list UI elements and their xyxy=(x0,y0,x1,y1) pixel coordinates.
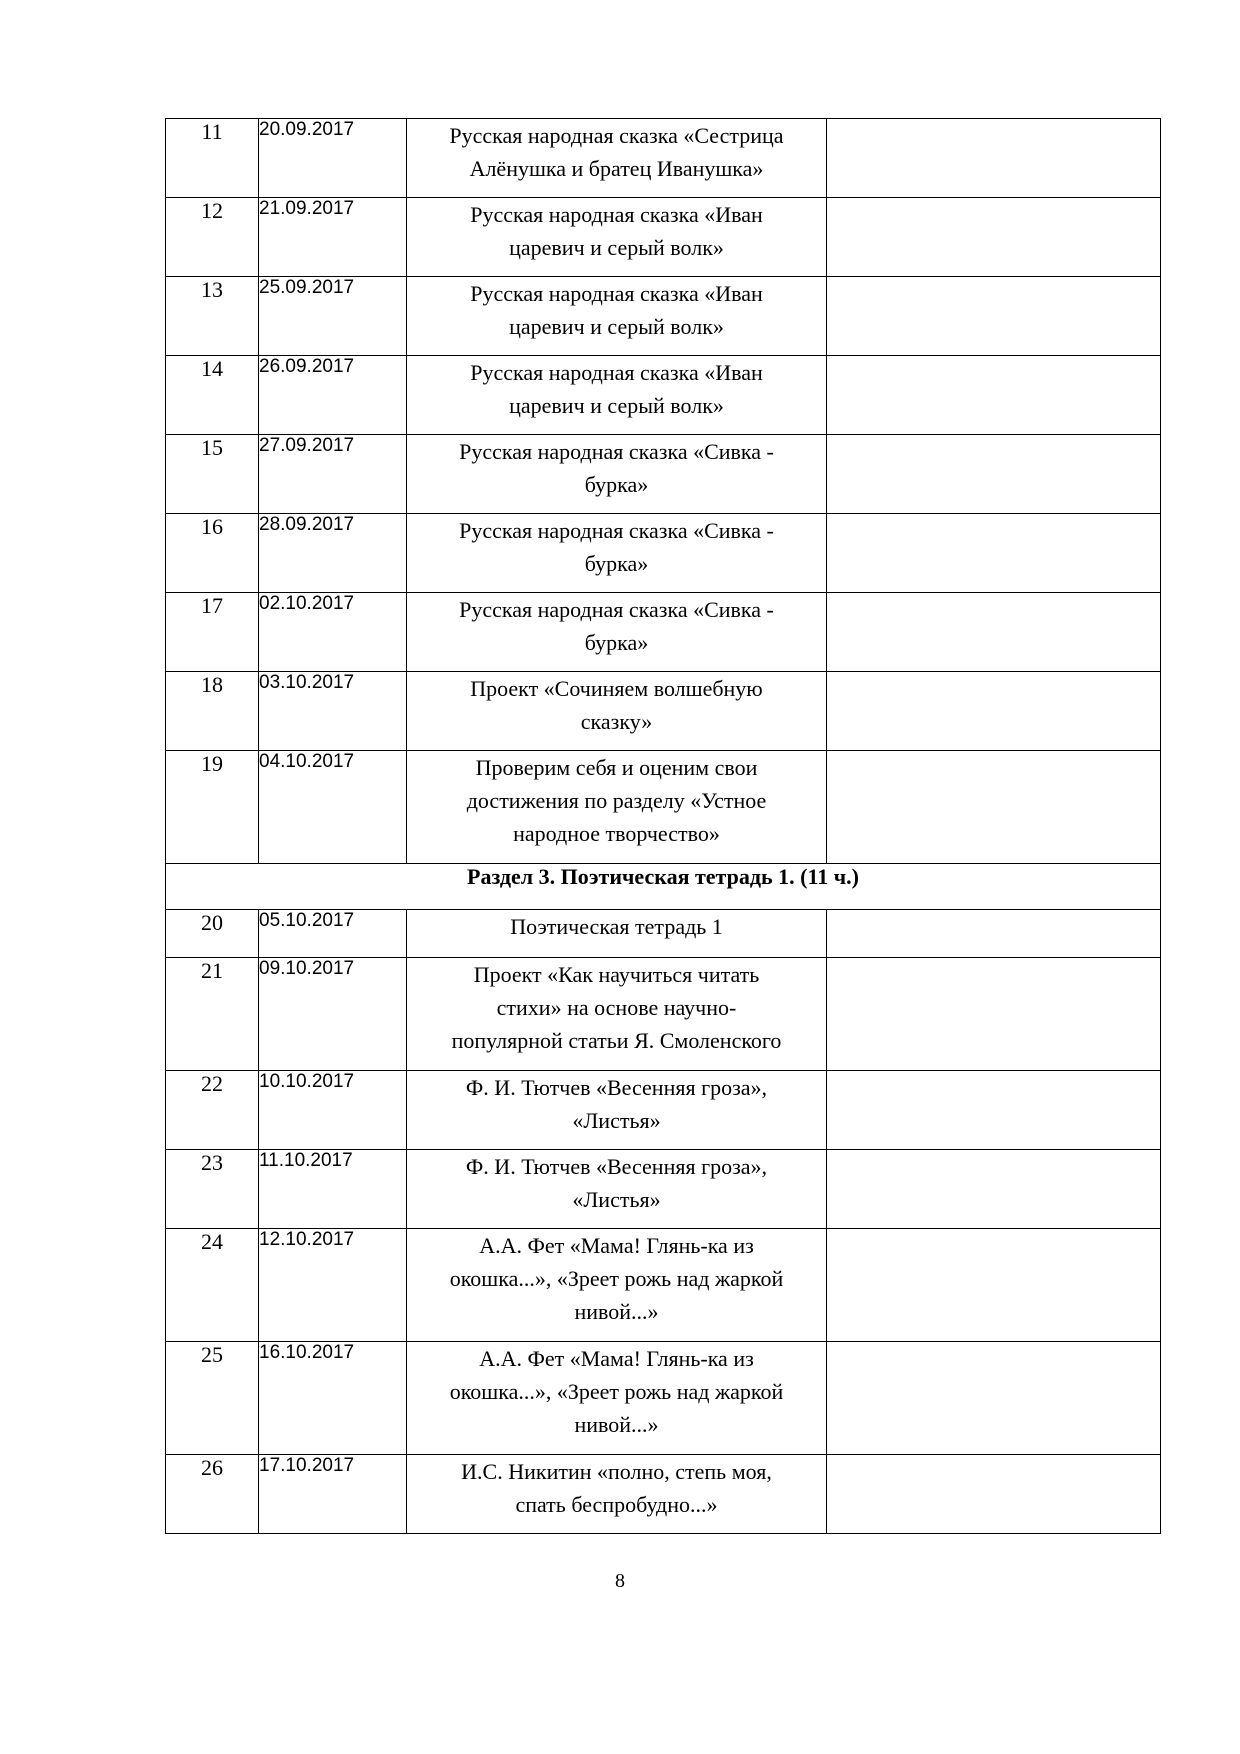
lesson-note-cell xyxy=(827,593,1161,672)
table-row xyxy=(166,910,1161,958)
lesson-note-cell xyxy=(827,910,1161,958)
lesson-date: 02.10.2017 xyxy=(259,593,407,672)
table-row xyxy=(166,1229,1161,1342)
lesson-number: 11 xyxy=(166,119,259,198)
lesson-topic xyxy=(407,1455,827,1534)
lesson-topic-line: бурка» xyxy=(584,630,649,655)
lesson-number: 13 xyxy=(166,277,259,356)
lesson-topic-line: Русская народная сказка «Иван xyxy=(470,360,763,385)
lesson-number: 25 xyxy=(166,1342,259,1455)
lesson-number: 22 xyxy=(166,1071,259,1150)
lesson-number: 18 xyxy=(166,672,259,751)
lesson-number: 23 xyxy=(166,1150,259,1229)
lesson-number: 21 xyxy=(166,958,259,1071)
lesson-date: 21.09.2017 xyxy=(259,198,407,277)
lesson-number: 15 xyxy=(166,435,259,514)
lesson-topic-line: А.А. Фет «Мама! Глянь-ка из xyxy=(479,1233,754,1258)
lesson-note-cell xyxy=(827,198,1161,277)
lesson-date: 16.10.2017 xyxy=(259,1342,407,1455)
lesson-topic-line: сказку» xyxy=(580,709,653,734)
table-row xyxy=(166,277,1161,356)
lesson-number: 16 xyxy=(166,514,259,593)
lesson-topic-line: нивой...» xyxy=(574,1412,659,1437)
lesson-date: 04.10.2017 xyxy=(259,751,407,864)
lesson-topic-line: Проект «Сочиняем волшебную xyxy=(470,676,763,701)
table-row xyxy=(166,1150,1161,1229)
lesson-note-cell xyxy=(827,958,1161,1071)
lesson-number: 14 xyxy=(166,356,259,435)
lesson-number: 26 xyxy=(166,1455,259,1534)
table-row xyxy=(166,751,1161,864)
table-row xyxy=(166,356,1161,435)
lesson-topic-line: Русская народная сказка «Сивка - xyxy=(459,439,774,464)
lesson-note-cell xyxy=(827,1455,1161,1534)
lesson-topic-line: Алёнушка и братец Иванушка» xyxy=(469,156,764,181)
lesson-number: 12 xyxy=(166,198,259,277)
page-number: 8 xyxy=(615,1570,625,1592)
lesson-date: 11.10.2017 xyxy=(259,1150,407,1229)
lesson-topic-line: царевич и серый волк» xyxy=(509,393,724,418)
lesson-topic-line: Русская народная сказка «Сивка - xyxy=(459,518,774,543)
lesson-topic-line: Русская народная сказка «Сивка - xyxy=(459,597,774,622)
lesson-topic xyxy=(407,751,827,864)
lesson-note-cell xyxy=(827,751,1161,864)
lesson-topic xyxy=(407,435,827,514)
lesson-topic xyxy=(407,1229,827,1342)
lesson-topic xyxy=(407,1342,827,1455)
table-row xyxy=(166,1342,1161,1455)
lesson-note-cell xyxy=(827,119,1161,198)
lesson-note-cell xyxy=(827,277,1161,356)
lesson-topic xyxy=(407,514,827,593)
table-row xyxy=(166,198,1161,277)
lesson-topic-line: «Листья» xyxy=(572,1108,661,1133)
lesson-date: 20.09.2017 xyxy=(259,119,407,198)
table-row xyxy=(166,593,1161,672)
lesson-date: 26.09.2017 xyxy=(259,356,407,435)
lesson-number: 17 xyxy=(166,593,259,672)
table-row xyxy=(166,672,1161,751)
lesson-date: 09.10.2017 xyxy=(259,958,407,1071)
lesson-topic-line: бурка» xyxy=(584,551,649,576)
lesson-topic xyxy=(407,672,827,751)
lesson-topic xyxy=(407,593,827,672)
lesson-topic xyxy=(407,119,827,198)
lesson-topic xyxy=(407,1150,827,1229)
lesson-topic-line: Проверим себя и оценим свои xyxy=(475,755,758,780)
lesson-topic-line: нивой...» xyxy=(574,1299,659,1324)
lesson-topic-line: И.С. Никитин «полно, степь моя, xyxy=(461,1459,772,1484)
lesson-date: 12.10.2017 xyxy=(259,1229,407,1342)
lesson-note-cell xyxy=(827,1150,1161,1229)
lesson-date: 28.09.2017 xyxy=(259,514,407,593)
lesson-note-cell xyxy=(827,435,1161,514)
lesson-topic-line: окошка...», «Зреет рожь над жаркой xyxy=(449,1379,784,1404)
lesson-topic-line: «Листья» xyxy=(572,1187,661,1212)
table-row xyxy=(166,958,1161,1071)
lesson-topic-line: популярной статьи Я. Смоленского xyxy=(451,1028,782,1053)
lesson-topic-line: стихи» на основе научно- xyxy=(496,995,737,1020)
table-row xyxy=(166,1071,1161,1150)
lesson-note-cell xyxy=(827,1229,1161,1342)
lesson-topic-line: Русская народная сказка «Иван xyxy=(470,202,763,227)
lesson-topic-line: Поэтическая тетрадь 1 xyxy=(510,914,723,939)
lesson-number: 20 xyxy=(166,910,259,958)
lesson-topic-line: достижения по разделу «Устное xyxy=(466,788,767,813)
lesson-topic-line: царевич и серый волк» xyxy=(509,314,724,339)
lesson-date: 25.09.2017 xyxy=(259,277,407,356)
lesson-date: 10.10.2017 xyxy=(259,1071,407,1150)
table-body-after-section xyxy=(166,910,1161,1534)
lesson-topic xyxy=(407,356,827,435)
table-body-before-section xyxy=(166,119,1161,864)
lesson-topic-line: Русская народная сказка «Иван xyxy=(470,281,763,306)
lesson-note-cell xyxy=(827,1342,1161,1455)
table-section-body xyxy=(166,864,1161,910)
lesson-topic xyxy=(407,1071,827,1150)
lesson-note-cell xyxy=(827,1071,1161,1150)
table-row xyxy=(166,514,1161,593)
lesson-date: 17.10.2017 xyxy=(259,1455,407,1534)
lesson-topic-line: Ф. И. Тютчев «Весенняя гроза», xyxy=(465,1075,768,1100)
lesson-topic-line: Ф. И. Тютчев «Весенняя гроза», xyxy=(465,1154,768,1179)
table-row xyxy=(166,435,1161,514)
lesson-number: 24 xyxy=(166,1229,259,1342)
lesson-topic xyxy=(407,277,827,356)
lesson-topic-line: Русская народная сказка «Сестрица xyxy=(449,123,784,148)
lesson-topic-line: бурка» xyxy=(584,472,649,497)
lesson-topic xyxy=(407,958,827,1071)
lesson-date: 05.10.2017 xyxy=(259,910,407,958)
table-row xyxy=(166,119,1161,198)
lesson-topic xyxy=(407,198,827,277)
lesson-note-cell xyxy=(827,514,1161,593)
lesson-topic-line: окошка...», «Зреет рожь над жаркой xyxy=(449,1266,784,1291)
section-header-row xyxy=(166,864,1161,910)
section-title: Раздел 3. Поэтическая тетрадь 1. (11 ч.) xyxy=(166,864,1161,910)
lesson-topic-line: А.А. Фет «Мама! Глянь-ка из xyxy=(479,1346,754,1371)
lesson-topic xyxy=(407,910,827,958)
lesson-date: 27.09.2017 xyxy=(259,435,407,514)
lesson-number: 19 xyxy=(166,751,259,864)
lesson-date: 03.10.2017 xyxy=(259,672,407,751)
lesson-topic-line: Проект «Как научиться читать xyxy=(473,962,760,987)
lesson-plan-table xyxy=(165,118,1161,1534)
lesson-topic-line: царевич и серый волк» xyxy=(509,235,724,260)
lesson-topic-line: народное творчество» xyxy=(513,821,720,846)
lesson-topic-line: спать беспробудно...» xyxy=(515,1492,718,1517)
table-row xyxy=(166,1455,1161,1534)
lesson-note-cell xyxy=(827,356,1161,435)
lesson-note-cell xyxy=(827,672,1161,751)
